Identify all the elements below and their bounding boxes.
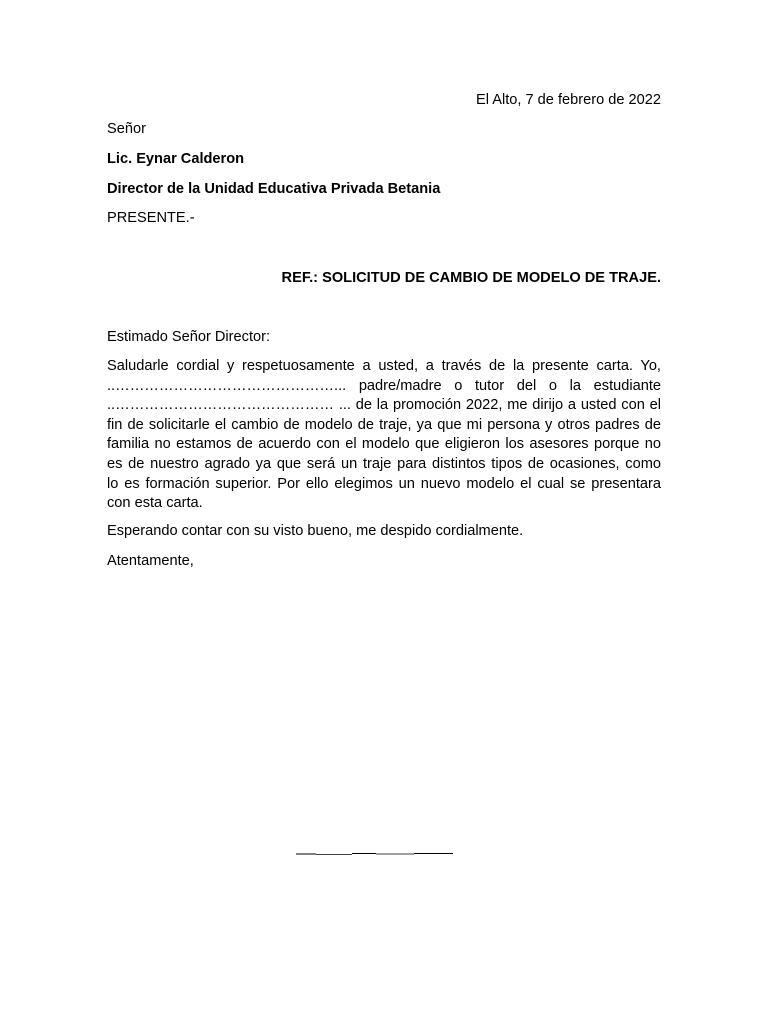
presente-line: PRESENTE.- bbox=[107, 210, 195, 226]
body-line: lo es formación superior. Por ello elegimos un nuevo modelo el cual se presentara bbox=[107, 475, 661, 492]
body-line: familia no estamos de acuerdo con el modelo que eligieron los asesores porque no bbox=[107, 436, 661, 453]
closing-line: Esperando contar con su visto bueno, me despido cordialmente. bbox=[107, 523, 524, 539]
body-line: ..……………………………………… ... de la promoción 2022, me dirijo a usted con el bbox=[107, 397, 661, 414]
salutation-title: Señor bbox=[107, 121, 146, 137]
signature-line bbox=[296, 846, 453, 856]
sign-off: Atentamente, bbox=[107, 553, 194, 569]
greeting: Estimado Señor Director: bbox=[107, 329, 271, 345]
recipient-position: Director de la Unidad Educativa Privada Betania bbox=[107, 181, 441, 197]
body-line: fin de solicitarle el cambio de modelo de traje, ya que mi persona y otros padres de bbox=[107, 416, 661, 433]
body-line: es de nuestro agrado ya que será un traje para distintos tipos de ocasiones, como bbox=[107, 455, 661, 472]
body-line: ..………………………………………... padre/madre o tutor del o la estudiante bbox=[107, 377, 661, 394]
body-line: con esta carta. bbox=[107, 495, 203, 512]
place-date: El Alto, 7 de febrero de 2022 bbox=[476, 92, 661, 108]
body-paragraph bbox=[107, 357, 661, 514]
reference-line: REF.: SOLICITUD DE CAMBIO DE MODELO DE TRAJE. bbox=[281, 270, 661, 286]
recipient-name: Lic. Eynar Calderon bbox=[107, 151, 245, 167]
body-line: Saludarle cordial y respetuosamente a usted, a través de la presente carta. Yo, bbox=[107, 358, 661, 374]
